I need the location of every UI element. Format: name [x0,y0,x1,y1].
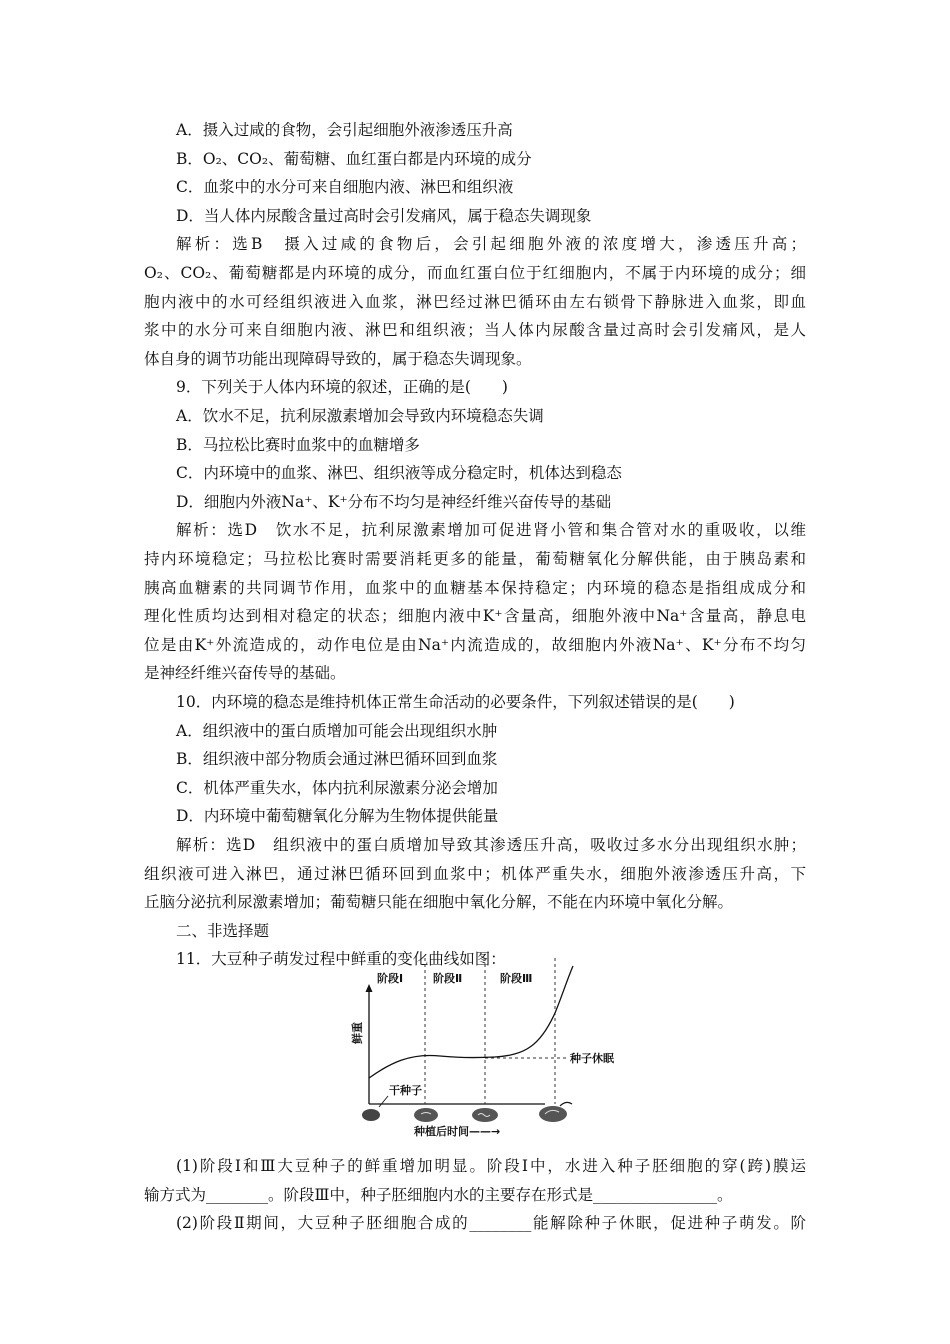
seed-stage3-icon [539,1106,567,1122]
y-axis-label: 鲜重 [351,1022,364,1044]
text-line: D．当人体内尿酸含量过高时会引发痛风，属于稳态失调现象 [176,206,592,225]
text-line: 解析：选B 摄入过咸的食物后，会引起细胞外液的浓度增大，渗透压升高； [176,235,806,254]
text-line: 持内环境稳定；马拉松比赛时需要消耗更多的能量，葡萄糖氧化分解供能，由于胰岛素和 [144,550,806,568]
text-line: C．内环境中的血浆、淋巴、组织液等成分稳定时，机体达到稳态 [176,464,622,483]
text-line: D．细胞内外液Na⁺、K⁺分布不均匀是神经纤维兴奋传导的基础 [176,492,612,511]
text-line: 11．大豆种子萌发过程中鲜重的变化曲线如图： [176,950,506,969]
stage-2-label: 阶段Ⅱ [433,972,463,985]
text-line: (2)阶段Ⅱ期间，大豆种子胚细胞合成的________能解除种子休眠，促进种子萌发。阶 [176,1214,806,1233]
seed-stage1-icon [414,1108,438,1122]
text-line: 浆中的水分可来自细胞内液、淋巴和组织液；当人体内尿酸含量过高时会引发痛风，是人 [144,321,806,340]
text-line: 丘脑分泌抗利尿激素增加；葡萄糖只能在细胞中氧化分解，不能在内环境中氧化分解。 [144,893,734,912]
text-line: C．机体严重失水，体内抗利尿激素分泌会增加 [176,778,498,797]
fresh-weight-curve-svg [351,958,625,1123]
text-line: A．组织液中的蛋白质增加可能会出现组织水肿 [176,721,498,740]
text-line: A．饮水不足，抗利尿激素增加会导致内环境稳态失调 [176,407,544,425]
text-line: B．马拉松比赛时血浆中的血糖增多 [176,435,420,454]
seed-dry-icon [362,1109,380,1121]
fresh-weight-curve-figure [351,958,625,1123]
text-line: 胞内液中的水可经组织液进入血浆，淋巴经过淋巴循环由左右锁骨下静脉进入血浆，即血 [144,292,806,311]
y-axis-arrow [366,984,373,992]
sprout-icon [560,1102,572,1106]
text-line: B．组织液中部分物质会通过淋巴循环回到血浆 [176,750,498,769]
text-line: 组织液可进入淋巴，通过淋巴循环回到血浆中；机体严重失水，细胞外液渗透压升高，下 [144,864,806,883]
text-line: A．摄入过咸的食物，会引起细胞外液渗透压升高 [176,121,513,139]
dry-seed-label: 干种子 [389,1084,422,1097]
seed-stage2-icon [472,1108,498,1122]
text-line: 9．下列关于人体内环境的叙述，正确的是( ) [176,378,508,397]
text-line: 二、非选择题 [176,921,270,940]
text-line: 解析：选D 组织液中的蛋白质增加导致其渗透压升高，吸收过多水分出现组织水肿； [176,836,806,854]
dormancy-label: 种子休眠 [570,1052,614,1065]
text-line: B．O₂、CO₂、葡萄糖、血红蛋白都是内环境的成分 [176,149,532,168]
text-line: 输方式为________。阶段Ⅲ中，种子胚细胞内水的主要存在形式是________________。 [144,1185,733,1204]
text-line: 体自身的调节功能出现障碍导致的，属于稳态失调现象。 [144,349,532,368]
text-line: C．血浆中的水分可来自细胞内液、淋巴和组织液 [176,178,514,197]
text-line: D．内环境中葡萄糖氧化分解为生物体提供能量 [176,807,499,826]
text-line: 理化性质均达到相对稳定的状态；细胞内液中K⁺含量高，细胞外液中Na⁺含量高，静息电 [144,607,806,626]
text-line: 10．内环境的稳态是维持机体正常生命活动的必要条件，下列叙述错误的是( ) [176,693,735,711]
dry-seed-pointer [379,1096,388,1107]
x-axis-label [414,1123,500,1141]
x-axis-label-text: 种植后时间 [414,1125,469,1138]
stage-3-label: 阶段Ⅲ [500,972,533,985]
text-line: 是神经纤维兴奋传导的基础。 [144,664,346,683]
stage-1-label: 阶段Ⅰ [377,972,404,985]
text-line: 位是由K⁺外流造成的，动作电位是由Na⁺内流造成的，故细胞内外液Na⁺、K⁺分布不均匀 [144,635,806,654]
x-axis-arrow: ——→ [469,1125,501,1138]
text-line: 解析：选D 饮水不足，抗利尿激素增加可促进肾小管和集合管对水的重吸收，以维 [176,521,806,540]
text-line: 胰高血糖素的共同调节作用，血浆中的血糖基本保持稳定；内环境的稳态是指组成成分和 [144,578,806,597]
text-line: (1)阶段Ⅰ和Ⅲ大豆种子的鲜重增加明显。阶段Ⅰ中，水进入种子胚细胞的穿(跨)膜运 [176,1157,806,1175]
text-line: O₂、CO₂、葡萄糖都是内环境的成分，而血红蛋白位于红细胞内，不属于内环境的成分；细 [144,264,806,282]
